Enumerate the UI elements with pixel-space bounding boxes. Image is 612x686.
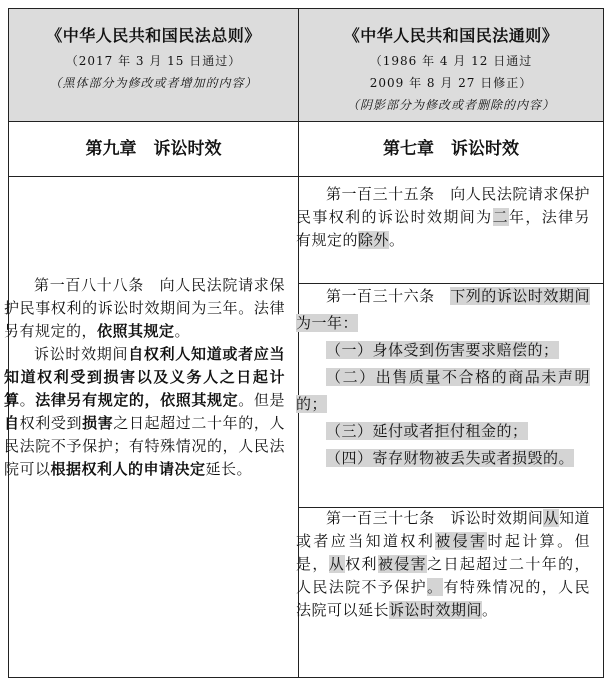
shaded-text: 被侵害 (377, 555, 428, 573)
list-item: （一）身体受到伤害要求赔偿的； (326, 341, 559, 359)
article-number: 第一百三十六条 (326, 287, 435, 305)
left-header (9, 9, 298, 121)
left-chapter-title: 第九章 诉讼时效 (85, 139, 222, 159)
shaded-text: 从 (543, 509, 559, 527)
shaded-text: 除外 (358, 231, 390, 249)
right-header-date-1: （1986 年 4 月 12 日通过 (369, 54, 533, 68)
right-article-136 (296, 283, 590, 472)
left-article-paragraph-2: 诉讼时效期间自权利人知道或者应当知道权利受到损害以及义务人之日起计算。法律另有规定的，依照其规定。但是自权利受到损害之日起超过二十年的，人民法院不予保护；有特殊情况的，人民法院可以根据权利人的申请决定延长。 (4, 345, 285, 478)
article-number: 第一百三十五条 (326, 185, 435, 203)
shaded-text: 。 (427, 578, 444, 596)
shaded-text: 二 (492, 208, 509, 226)
modified-text: 自 (4, 414, 20, 432)
left-header-date: （2017 年 3 月 15 日通过） (65, 54, 242, 68)
shaded-text: 被侵害 (435, 532, 488, 550)
right-article-135: 第一百三十五条 向人民法院请求保护民事权利的诉讼时效期间为二年，法律另有规定的除外。 (296, 185, 590, 249)
list-item: （四）寄存财物被丢失或者损毁的。 (326, 449, 575, 467)
right-header-title: 《中华人民共和国民法通则》 (343, 26, 559, 45)
modified-text: 法律另有规定的，依照其规定 (35, 391, 239, 409)
article-number: 第一百三十七条 (326, 509, 435, 527)
modified-text: 根据权利人的申请决定 (50, 460, 206, 478)
list-item: （二）出售质量不合格的商品未声明的； (296, 368, 590, 413)
right-header-note: （阴影部分为修改或者删除的内容） (346, 98, 555, 112)
list-item: （三）延付或者拒付租金的； (326, 422, 528, 440)
row-divider-chapter (9, 176, 603, 177)
right-header (299, 9, 603, 121)
left-article-188 (4, 274, 285, 481)
shaded-text: 下列的诉讼时效期间为一年： (296, 287, 590, 332)
article-number: 第一百八十八条 (34, 276, 144, 294)
left-header-note: （黑体部分为修改或者增加的内容） (49, 76, 258, 90)
right-header-date-2: 2009 年 8 月 27 日修正） (369, 76, 533, 90)
right-chapter-title: 第七章 诉讼时效 (383, 139, 519, 159)
shaded-text: 从 (328, 555, 346, 573)
shaded-text: 诉讼时效期间 (389, 601, 483, 619)
left-article-paragraph-1: 第一百八十八条 向人民法院请求保护民事权利的诉讼时效期间为三年。法律另有规定的，依照其规定。 (4, 276, 285, 340)
right-article-137: 第一百三十七条 诉讼时效期间从知道或者应当知道权利被侵害时起计算。但是，从权利被侵害之日起超过二十年的，人民法院不予保护。有特殊情况的，人民法院可以延长诉讼时效期间。 (296, 509, 590, 619)
modified-text: 自权利人知道或者应当知道权利受到损害以及义务人之日起计算 (4, 345, 285, 409)
modified-text: 损害 (82, 414, 114, 432)
modified-text: 依照其规定 (97, 322, 175, 340)
left-header-title: 《中华人民共和国民法总则》 (46, 26, 261, 45)
